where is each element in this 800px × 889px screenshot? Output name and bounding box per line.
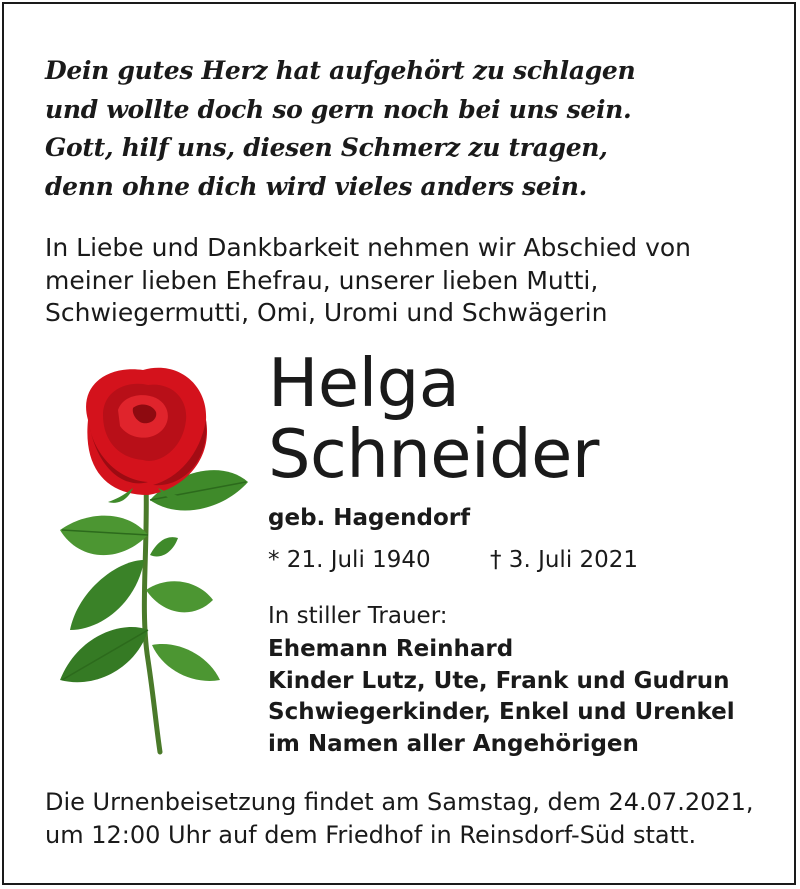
rose-leaf [146,581,213,612]
memorial-poem [45,52,636,206]
first-name: Helga [268,344,460,422]
intro-line: Schwiegermutti, Omi, Uromi und Schwägerin [45,298,608,327]
rose-leaf [152,644,220,681]
red-rose-icon [48,360,253,755]
death-date: † 3. Juli 2021 [490,547,639,573]
birth-name: geb. Hagendorf [268,505,471,531]
intro-line: In Liebe und Dankbarkeit nehmen wir Abschied von [45,233,692,262]
mourning-heading-text: In stiller Trauer: [268,603,448,629]
burial-line: um 12:00 Uhr auf dem Friedhof in Reinsdorf-Süd statt. [45,820,697,849]
rose-leaf [60,516,148,556]
life-dates [268,547,638,573]
mourner-line: Kinder Lutz, Ute, Frank und Gudrun [268,667,730,694]
mourner-line: Ehemann Reinhard [268,636,514,662]
mourner-line: im Namen aller Angehörigen [268,730,639,757]
poem-line: und wollte doch so gern noch bei uns sein. [45,94,632,124]
deceased-name [268,344,599,493]
poem-line: Dein gutes Herz hat aufgehört zu schlagen [45,56,636,85]
mourning-heading [268,601,448,633]
burial-info [45,786,775,851]
last-name: Schneider [268,415,599,493]
birth-date: * 21. Juli 1940 [268,547,431,573]
burial-line: Die Urnenbeisetzung findet am Samstag, dem 24.07.2021, [45,788,754,816]
poem-line: denn ohne dich wird vieles anders sein. [45,171,588,201]
mourners-list [268,634,735,760]
mourner-line: Schwiegerkinder, Enkel und Urenkel [268,699,735,725]
intro-line: meiner lieben Ehefrau, unserer lieben Mutti, [45,265,599,295]
rose-leaf [150,537,178,556]
farewell-intro [45,232,765,330]
rose-stem [144,480,160,752]
poem-line: Gott, hilf uns, diesen Schmerz zu tragen, [45,133,608,162]
rose-leaf [70,560,144,630]
